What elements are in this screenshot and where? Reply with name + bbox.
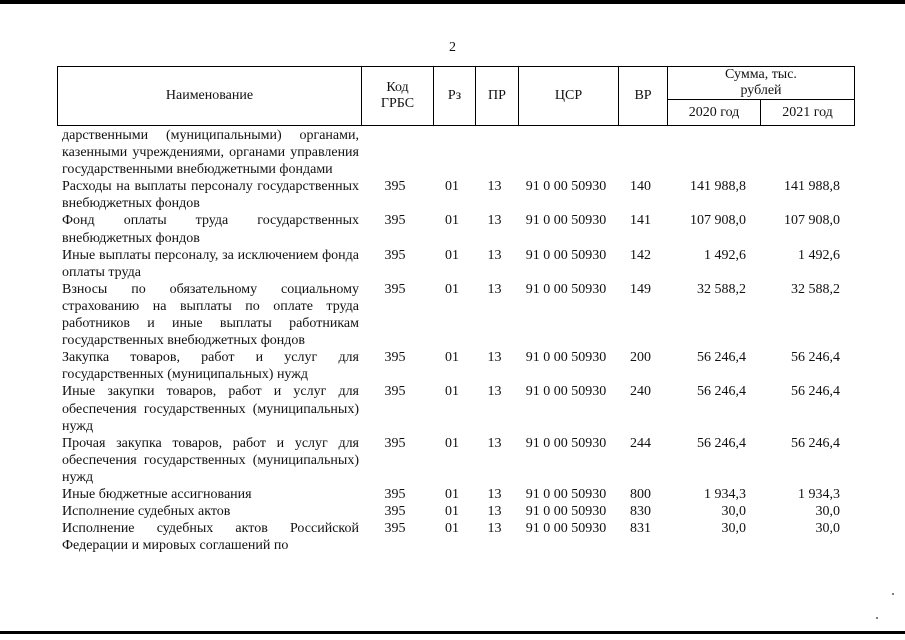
scan-speck — [892, 593, 894, 595]
cell-y2020: 107 908,0 — [690, 213, 746, 229]
header-kod: Код ГРБС — [362, 67, 434, 126]
top-rule — [0, 0, 905, 4]
cell-y2021: 56 246,4 — [791, 384, 840, 400]
cell-name: Иные выплаты персоналу, за исключением фонда оплаты труда — [62, 247, 359, 280]
cell-name: Иные бюджетные ассигнования — [62, 486, 252, 502]
cell-y2020: 56 246,4 — [697, 435, 746, 451]
cell-csr: 91 0 00 50930 — [525, 179, 607, 195]
cell-vr: 240 — [630, 384, 651, 400]
cell-kod: 395 — [384, 435, 406, 451]
cell-csr — [516, 127, 616, 178]
cell-rz — [431, 127, 473, 178]
cell-rz: 01 — [445, 213, 459, 229]
cell-pr: 13 — [487, 179, 502, 195]
cell-y2021: 32 588,2 — [791, 281, 840, 297]
cell-rz: 01 — [445, 384, 459, 400]
cell-rz: 01 — [445, 521, 459, 537]
cell-csr: 91 0 00 50930 — [525, 435, 607, 451]
cell-pr: 13 — [487, 213, 502, 229]
cell-rz: 01 — [445, 435, 459, 451]
cell-csr: 91 0 00 50930 — [525, 281, 607, 297]
cell-vr: 800 — [630, 486, 651, 502]
header-year-2021: 2021 год — [761, 100, 855, 126]
cell-kod: 395 — [384, 179, 406, 195]
cell-name: Закупка товаров, работ и услуг для государственных (муниципальных) нужд — [62, 350, 359, 383]
cell-pr — [473, 127, 516, 178]
cell-name: Иные закупки товаров, работ и услуг для обеспечения государственных (муниципальных) нужд — [62, 384, 359, 434]
cell-pr: 13 — [487, 384, 502, 400]
cell-pr: 13 — [487, 281, 502, 297]
cell-kod: 395 — [384, 384, 406, 400]
cell-y2021: 56 246,4 — [791, 435, 840, 451]
table-row — [62, 486, 854, 503]
cell-kod: 395 — [384, 504, 406, 520]
cell-y2020: 30,0 — [721, 504, 746, 520]
cell-y2020: 30,0 — [721, 521, 746, 537]
cell-vr — [616, 127, 665, 178]
cell-name: Исполнение судебных актов Российской Федерации и мировых соглашений по — [62, 521, 359, 554]
header-summa: Сумма, тыс. рублей — [668, 67, 855, 100]
cell-rz: 01 — [445, 486, 459, 502]
table-row — [62, 281, 854, 349]
table-row — [62, 503, 854, 520]
cell-vr: 200 — [630, 350, 651, 366]
cell-rz: 01 — [445, 504, 459, 520]
cell-pr: 13 — [487, 486, 502, 502]
table-row — [62, 383, 854, 434]
cell-y2021: 1 492,6 — [798, 247, 840, 263]
cell-y2021: 141 988,8 — [784, 179, 840, 195]
cell-y2020: 1 492,6 — [704, 247, 746, 263]
cell-y2020 — [665, 127, 760, 178]
cell-y2021: 30,0 — [815, 504, 840, 520]
cell-csr: 91 0 00 50930 — [525, 521, 607, 537]
cell-csr: 91 0 00 50930 — [525, 504, 607, 520]
bottom-rule — [0, 631, 905, 634]
cell-y2021 — [760, 127, 854, 178]
cell-csr: 91 0 00 50930 — [525, 486, 607, 502]
cell-name: Взносы по обязательному социальному страхованию на выплаты по оплате труда работников и иные выплаты работникам государственных внебюджетных фондов — [62, 281, 359, 349]
cell-csr: 91 0 00 50930 — [525, 384, 607, 400]
cell-vr: 149 — [630, 281, 651, 297]
header-name: Наименование — [58, 67, 362, 126]
cell-vr: 140 — [630, 179, 651, 195]
cell-kod: 395 — [384, 213, 406, 229]
cell-rz: 01 — [445, 281, 459, 297]
cell-csr: 91 0 00 50930 — [525, 213, 607, 229]
table-row — [62, 349, 854, 383]
table-row — [62, 247, 854, 281]
cell-name: Прочая закупка товаров, работ и услуг для обеспечения государственных (муниципальных) нужд — [62, 435, 359, 485]
cell-vr: 831 — [630, 521, 651, 537]
cell-csr: 91 0 00 50930 — [525, 247, 607, 263]
cell-kod: 395 — [384, 281, 406, 297]
table-row — [62, 127, 854, 178]
cell-kod — [359, 127, 431, 178]
page-number: 2 — [449, 40, 456, 55]
header-year-2020: 2020 год — [668, 100, 761, 126]
table-row — [62, 520, 854, 554]
cell-vr: 244 — [630, 435, 651, 451]
cell-vr: 141 — [630, 213, 651, 229]
header-pr: ПР — [476, 67, 519, 126]
cell-name: Фонд оплаты труда государственных внебюджетных фондов — [62, 213, 359, 246]
table-row — [62, 435, 854, 486]
cell-y2020: 32 588,2 — [697, 281, 746, 297]
cell-y2020: 1 934,3 — [704, 486, 746, 502]
cell-name: Расходы на выплаты персоналу государственных внебюджетных фондов — [62, 179, 359, 212]
cell-rz: 01 — [445, 350, 459, 366]
cell-kod: 395 — [384, 521, 406, 537]
cell-kod: 395 — [384, 247, 406, 263]
header-csr: ЦСР — [519, 67, 619, 126]
cell-vr: 142 — [630, 247, 651, 263]
cell-pr: 13 — [487, 504, 502, 520]
cell-rz: 01 — [445, 179, 459, 195]
cell-pr: 13 — [487, 350, 502, 366]
table-row — [62, 212, 854, 246]
header-rz: Рз — [434, 67, 476, 126]
scan-speck — [876, 617, 878, 619]
cell-csr: 91 0 00 50930 — [525, 350, 607, 366]
cell-kod: 395 — [384, 486, 406, 502]
table-header — [57, 66, 855, 126]
header-vr: ВР — [619, 67, 668, 126]
cell-name: Исполнение судебных актов — [62, 504, 231, 520]
cell-kod: 395 — [384, 350, 406, 366]
cell-y2021: 1 934,3 — [798, 486, 840, 502]
cell-name: дарственными (муниципальными) органами, казенными учреждениями, органами управления государственными внебюджетными фондами — [62, 128, 359, 178]
cell-y2020: 56 246,4 — [697, 384, 746, 400]
cell-y2021: 56 246,4 — [791, 350, 840, 366]
cell-y2021: 107 908,0 — [784, 213, 840, 229]
cell-y2020: 56 246,4 — [697, 350, 746, 366]
cell-y2021: 30,0 — [815, 521, 840, 537]
table-body — [62, 127, 854, 554]
cell-pr: 13 — [487, 521, 502, 537]
cell-pr: 13 — [487, 435, 502, 451]
table-row — [62, 178, 854, 212]
cell-pr: 13 — [487, 247, 502, 263]
cell-vr: 830 — [630, 504, 651, 520]
cell-rz: 01 — [445, 247, 459, 263]
cell-y2020: 141 988,8 — [690, 179, 746, 195]
